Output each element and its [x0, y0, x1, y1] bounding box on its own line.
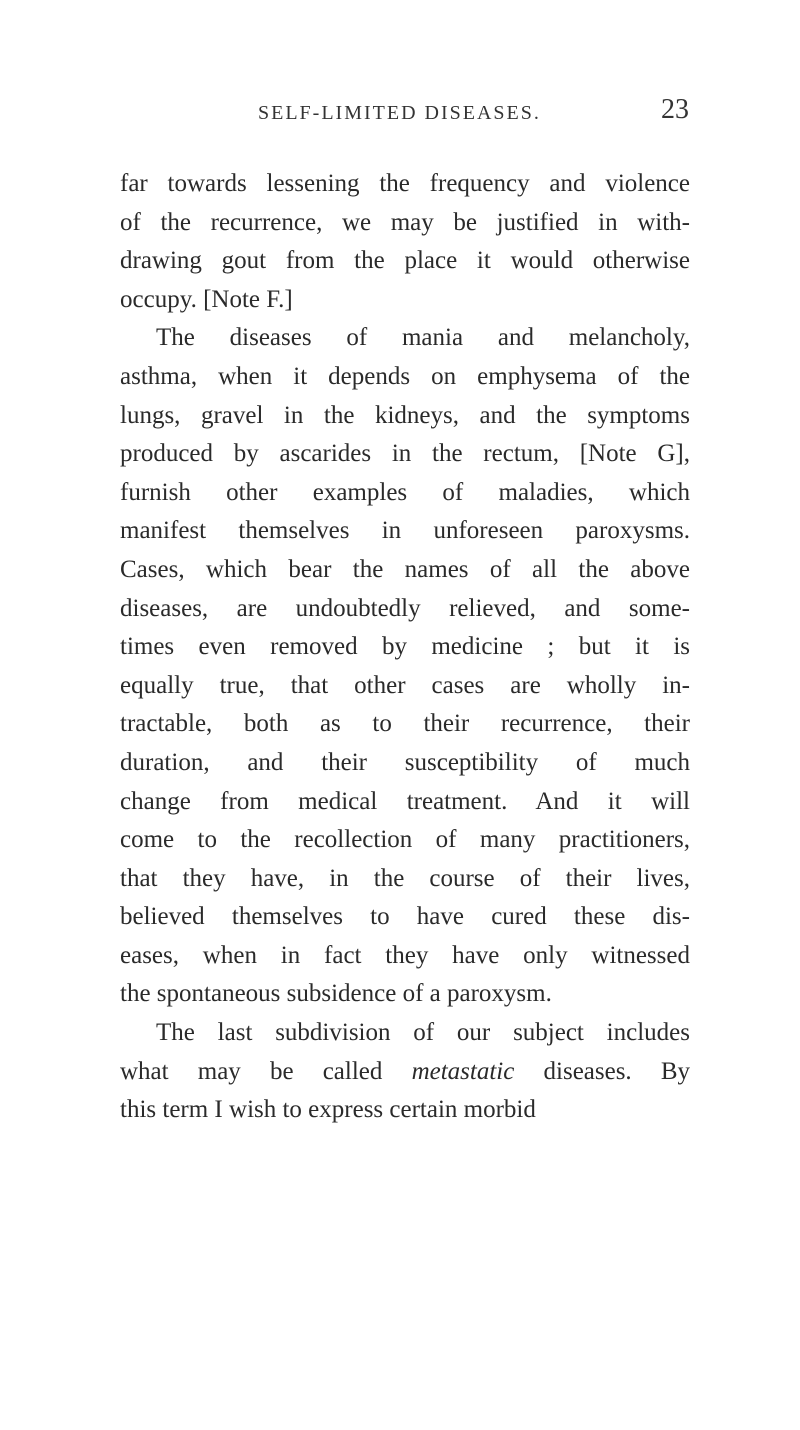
text-line: that they have, in the course of their lives,: [120, 864, 690, 892]
paragraph-start-line: The diseases of mania and melancholy,: [156, 324, 690, 352]
text-fragment: diseases. By: [543, 1057, 690, 1085]
text-line: eases, when in fact they have only witnessed: [120, 941, 690, 969]
text-line: drawing gout from the place it would otherwise: [120, 247, 690, 275]
text-line: diseases, are undoubtedly relieved, and some-: [120, 594, 690, 622]
text-line: come to the recollection of many practitioners,: [120, 826, 690, 854]
text-line: produced by ascarides in the rectum, [Note G],: [120, 440, 690, 468]
text-line: equally true, that other cases are wholly in-: [120, 671, 690, 699]
text-line: occupy. [Note F.]: [120, 285, 293, 313]
text-line: the spontaneous subsidence of a paroxysm.: [120, 980, 552, 1008]
text-line: times even removed by medicine ; but it is: [120, 633, 690, 661]
text-line-with-italic: [120, 1053, 690, 1092]
text-line: of the recurrence, we may be justified in with-: [120, 208, 690, 236]
italic-term: metastatic: [411, 1057, 515, 1085]
running-title: SELF-LIMITED DISEASES.: [258, 102, 541, 124]
paragraph-start-line: The last subdivision of our subject includes: [156, 1019, 690, 1047]
body-text: [120, 165, 690, 1130]
text-line: Cases, which bear the names of all the above: [120, 555, 690, 583]
text-line: furnish other examples of maladies, which: [120, 478, 690, 506]
text-line: lungs, gravel in the kidneys, and the symptoms: [120, 401, 690, 429]
text-line: duration, and their susceptibility of much: [120, 748, 690, 776]
text-line: tractable, both as to their recurrence, their: [120, 710, 690, 738]
page-number: 23: [661, 94, 689, 125]
text-line: this term I wish to express certain morbid: [120, 1096, 536, 1124]
text-line: believed themselves to have cured these dis-: [120, 903, 690, 931]
text-line: asthma, when it depends on emphysema of the: [120, 362, 690, 390]
text-line: manifest themselves in unforeseen paroxysms.: [120, 517, 690, 545]
text-line: far towards lessening the frequency and violence: [120, 170, 690, 197]
text-fragment: what may be called: [120, 1057, 383, 1085]
text-line: change from medical treatment. And it will: [120, 787, 690, 815]
